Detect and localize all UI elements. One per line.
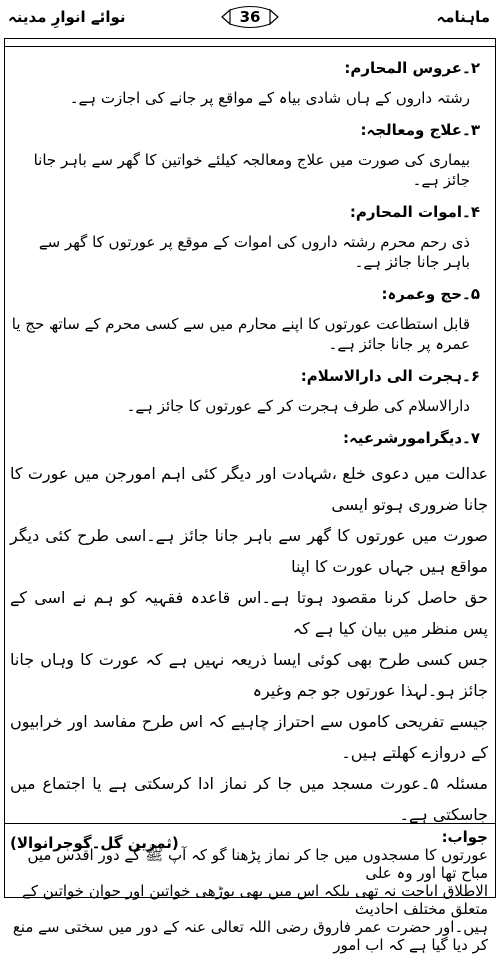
attribution: (ثمرین گل۔گوجرانوالا) xyxy=(10,834,179,852)
text-line: جیسے تفریحی کاموں سے احتراز چاہیے کہ اس طرح مفاسد اور خرابیوں کے دروازے کھلتے ہیں۔ xyxy=(10,712,488,762)
section-text: بیماری کی صورت میں علاج ومعالجہ کیلئے خواتین کا گھر سے باہر جانا جائز ہے۔ xyxy=(33,151,470,189)
section-6 xyxy=(10,366,488,416)
section-7-body xyxy=(10,458,488,830)
text-line: صورت میں عورتوں کا گھر سے باہر جانا جائز ہے۔اسی طرح کئی دیگر مواقع ہیں جہاں عورت کا اپنا xyxy=(10,526,488,576)
section-5 xyxy=(10,284,488,354)
section-7 xyxy=(10,428,488,852)
journal-name: نوائے انوارِ مدینہ xyxy=(8,8,126,26)
section-heading: ۶۔ہجرت الی دارالاسلام: xyxy=(300,367,480,385)
section-text: قابل استطاعت عورتوں کا اپنے محارم میں سے کسی محرم کے ساتھ حج یا عمرہ پر جانا جائز ہے۔ xyxy=(11,315,470,353)
text-line: ہیں۔اور حضرت عمر فاروق رضی اللہ تعالی عنہ کے دور میں سختی سے منع کر دیا گیا ہے کہ اب امور xyxy=(12,918,488,954)
text-line: عدالت میں دعوی خلع ،شہادت اور دیگر کئی اہم امورجن میں عورت کا جانا ضروری ہوتو ایسی xyxy=(10,464,488,514)
page-header xyxy=(0,0,500,36)
section-2 xyxy=(10,58,488,108)
section-text: رشتہ داروں کے ہاں شادی بیاہ کے مواقع پر جانے کی اجازت ہے۔ xyxy=(69,89,470,107)
text-line: عورتوں کا مسجدوں میں جا کر نماز پڑھنا گو کہ آپ ﷺ کے دور اقدس میں مباح تھا اور وہ علی xyxy=(27,846,488,882)
section-heading: ۳۔علاج ومعالجہ: xyxy=(360,121,480,139)
section-heading: ۷۔دیگرامورشرعیہ: xyxy=(342,429,480,447)
article-body xyxy=(10,58,488,852)
text-line: الاطلاق اباحت نہ تھی بلکہ اس میں بھی بوڑھی خواتین اور جوان خواتین کے متعلق مختلف احادیث xyxy=(22,882,488,918)
answer-heading: جواب: xyxy=(441,828,488,846)
section-heading: ۲۔عروس المحارم: xyxy=(344,59,480,77)
section-heading: ۴۔اموات المحارم: xyxy=(349,203,480,221)
section-text: دارالاسلام کی طرف ہجرت کر کے عورتوں کا جائز ہے۔ xyxy=(126,397,470,415)
section-3 xyxy=(10,120,488,190)
magazine-label: ماہنامہ xyxy=(436,8,490,26)
text-line: جس کسی طرح بھی کوئی ایسا ذریعہ نہیں ہے کہ عورت کا وہاں جانا جائز ہو۔لہذا عورتوں جو جم وغیرہ xyxy=(10,650,488,700)
section-4 xyxy=(10,202,488,272)
section-text: ذی رحم محرم رشتہ داروں کی اموات کے موقع پر عورتوں کا گھر سے باہر جانا جائز ہے۔ xyxy=(38,233,470,271)
page-number: 36 xyxy=(239,8,261,26)
top-rule xyxy=(4,46,496,47)
answer-body xyxy=(10,846,488,954)
text-line: مسئلہ ۵۔عورت مسجد میں جا کر نماز ادا کرسکتی ہے یا اجتماع میں جاسکتی ہے۔ xyxy=(10,774,488,824)
page-number-badge xyxy=(218,4,282,30)
text-line: حق حاصل کرنا مقصود ہوتا ہے۔اس قاعدہ فقہیہ کو ہم نے اسی کے پس منظر میں بیان کیا ہے کہ xyxy=(10,588,488,638)
section-heading: ۵۔حج وعمرہ: xyxy=(381,285,480,303)
